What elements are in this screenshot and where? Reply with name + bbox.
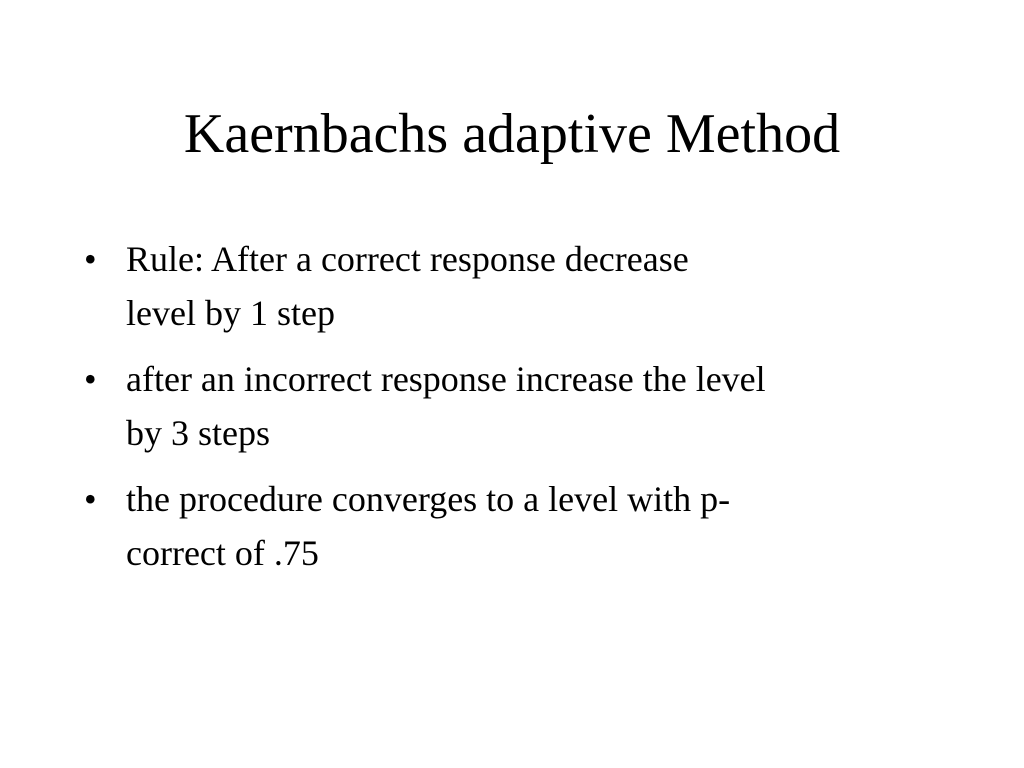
bullet-text <box>126 352 964 460</box>
bullet-text <box>126 232 964 340</box>
bullet-line: correct of .75 <box>126 533 319 573</box>
bullet-list <box>84 232 964 592</box>
bullet-item-convergence <box>84 472 964 580</box>
bullet-line: Rule: After a correct response decrease <box>126 239 689 279</box>
bullet-icon: • <box>84 479 97 519</box>
bullet-icon: • <box>84 239 97 279</box>
bullet-line: level by 1 step <box>126 293 335 333</box>
bullet-item-incorrect <box>84 352 964 460</box>
bullet-line: after an incorrect response increase the level <box>126 359 766 399</box>
bullet-line: the procedure converges to a level with p- <box>126 479 731 519</box>
bullet-icon: • <box>84 359 97 399</box>
slide-title: Kaernbachs adaptive Method <box>183 103 841 165</box>
bullet-line: by 3 steps <box>126 413 270 453</box>
bullet-item-rule <box>84 232 964 340</box>
bullet-text <box>126 472 964 580</box>
